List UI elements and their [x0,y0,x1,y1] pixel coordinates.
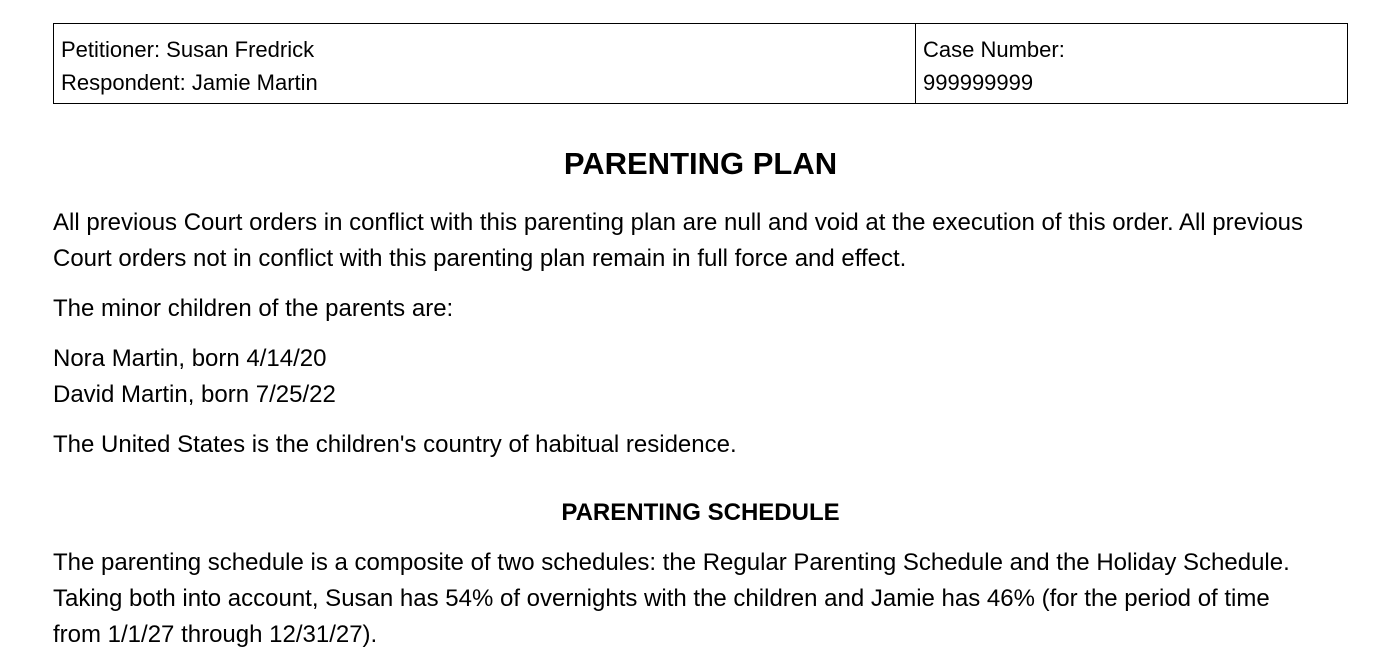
schedule-heading: PARENTING SCHEDULE [561,499,840,526]
parties-cell [54,24,916,103]
case-number-value: 999999999 [923,70,1034,95]
respondent-line: Respondent: Jamie Martin [61,70,318,95]
children-list [53,341,1348,413]
child-item: Nora Martin, born 4/14/20 [53,345,327,372]
children-intro: The minor children of the parents are: [53,295,454,322]
case-number-label: Case Number: [923,37,1065,62]
schedule-paragraph: The parenting schedule is a composite of two schedules: the Regular Parenting Schedule and the Holiday Schedule. Taking both into account, Susan has 54% of overnights with the children and Jamie has 46% (for the period of time from 1/1/27 through 12/31/27). [53,549,1290,648]
child-item: David Martin, born 7/25/22 [53,381,336,408]
case-header-table [53,23,1348,104]
case-number-cell [916,24,1347,103]
intro-paragraph: All previous Court orders in conflict with this parenting plan are null and void at the execution of this order. All previous Court orders not in conflict with this parenting plan remain in full force and effect. [53,209,1304,272]
document-title: PARENTING PLAN [563,146,838,181]
petitioner-line: Petitioner: Susan Fredrick [61,37,315,62]
residence-paragraph: The United States is the children's country of habitual residence. [53,431,737,458]
